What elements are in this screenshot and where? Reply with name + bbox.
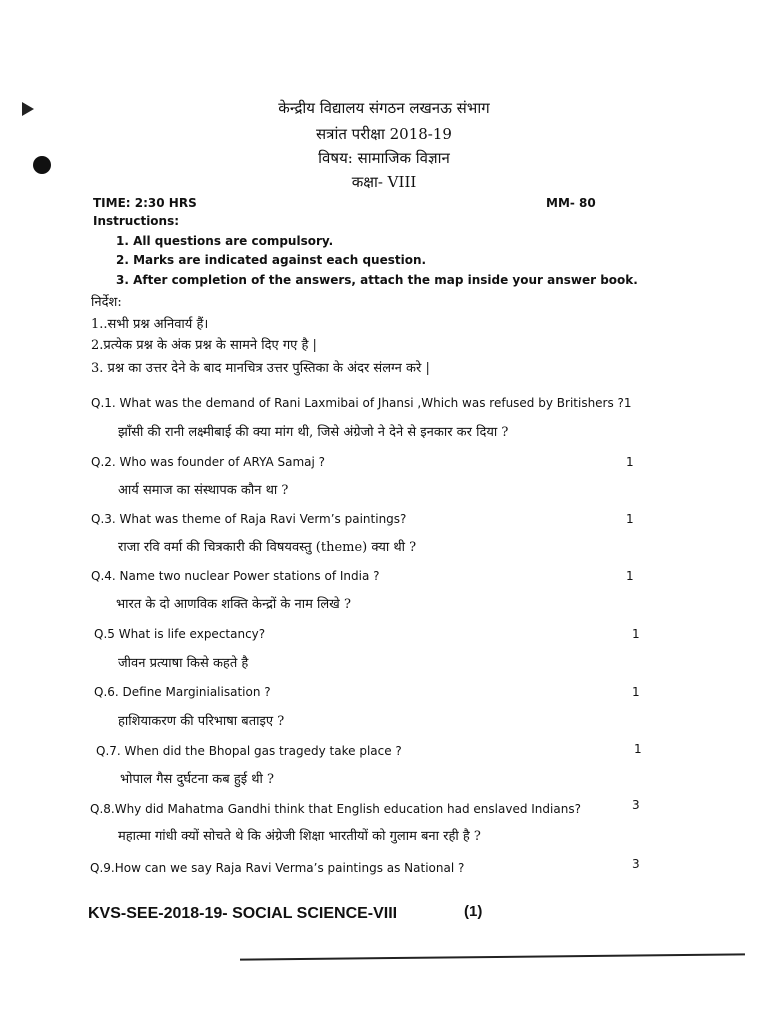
question-text: Q.6. Define Marginialisation ? xyxy=(94,685,271,699)
question-text: Q.7. When did the Bhopal gas tragedy take place ? xyxy=(96,744,402,758)
question-hindi: आर्य समाज का संस्थापक कौन था ? xyxy=(118,483,289,498)
question-hindi: झाँसी की रानी लक्ष्मीबाई की क्या मांग थी, जिसे अंग्रेजो ने देने से इनकार कर दिया ? xyxy=(118,425,509,440)
question-text: Q.4. Name two nuclear Power stations of India ? xyxy=(91,569,380,583)
instructions-title: Instructions: xyxy=(93,214,180,228)
question-marks: 3 xyxy=(632,857,640,871)
org-title: केन्द्रीय विद्यालय संगठन लखनऊ संभाग xyxy=(278,99,490,117)
hindi-instructions-title: निर्देश: xyxy=(91,295,122,310)
question-marks: 3 xyxy=(632,798,640,812)
question-text: Q.3. What was theme of Raja Ravi Verm’s paintings? xyxy=(91,512,407,526)
page-number: (1) xyxy=(464,903,483,920)
subject-title: विषय: सामाजिक विज्ञान xyxy=(318,149,450,167)
exam-title: सत्रांत परीक्षा 2018-19 xyxy=(316,125,452,143)
max-marks-label: MM- 80 xyxy=(546,196,596,210)
question-text: Q.5 What is life expectancy? xyxy=(94,627,266,641)
question-hindi: जीवन प्रत्याषा किसे कहते है xyxy=(118,656,249,671)
hindi-instruction-item: 2.प्रत्येक प्रश्न के अंक प्रश्न के सामने दिए गए है | xyxy=(91,338,317,353)
question-marks: 1 xyxy=(634,742,642,756)
hindi-instruction-item: 3. प्रश्न का उत्तर देने के बाद मानचित्र उत्तर पुस्तिका के अंदर संलग्न करे | xyxy=(91,361,430,376)
question-hindi: महात्मा गांधी क्यों सोचते थे कि अंग्रेजी शिक्षा भारतीयों को गुलाम बना रही है ? xyxy=(118,829,481,844)
question-hindi: भारत के दो आणविक शक्ति केन्द्रों के नाम लिखे ? xyxy=(116,597,351,612)
footer-code: KVS-SEE-2018-19- SOCIAL SCIENCE-VIII xyxy=(88,905,398,922)
instruction-item: 3. After completion of the answers, attach the map inside your answer book. xyxy=(116,273,638,287)
question-text: Q.9.How can we say Raja Ravi Verma’s paintings as National ? xyxy=(90,861,465,875)
question-hindi: भोपाल गैस दुर्घटना कब हुई थी ? xyxy=(120,772,275,787)
hindi-instruction-item: 1..सभी प्रश्न अनिवार्य हैं। xyxy=(91,317,209,332)
question-text: Q.2. Who was founder of ARYA Samaj ? xyxy=(91,455,326,469)
question-hindi: हाशियाकरण की परिभाषा बताइए ? xyxy=(118,714,285,729)
question-text: Q.8.Why did Mahatma Gandhi think that English education had enslaved Indians? xyxy=(90,802,581,816)
question-marks: 1 xyxy=(626,569,634,583)
instruction-item: 1. All questions are compulsory. xyxy=(116,234,334,248)
footer-rule xyxy=(240,953,745,960)
instruction-item: 2. Marks are indicated against each question. xyxy=(116,253,427,267)
question-marks: 1 xyxy=(632,685,640,699)
question-hindi: राजा रवि वर्मा की चित्रकारी की विषयवस्तु (theme) क्या थी ? xyxy=(118,540,417,555)
question-text: Q.1. What was the demand of Rani Laxmibai of Jhansi ,Which was refused by Britishers ?1 xyxy=(91,396,632,410)
time-label: TIME: 2:30 HRS xyxy=(93,196,197,210)
class-title: कक्षा- VIII xyxy=(351,173,417,191)
question-marks: 1 xyxy=(626,455,634,469)
question-marks: 1 xyxy=(626,512,634,526)
question-marks: 1 xyxy=(632,627,640,641)
